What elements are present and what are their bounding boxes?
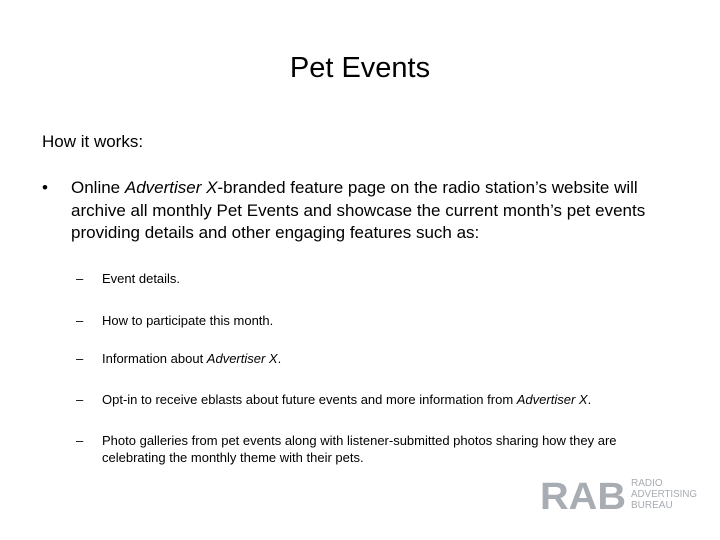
sub-item-text-before: How to participate this month. <box>102 313 274 328</box>
sub-item-text <box>102 350 676 367</box>
sub-item-text-after: . <box>587 392 592 407</box>
sub-item-text-before: Information about <box>102 351 207 366</box>
sub-item-marker: – <box>76 392 84 407</box>
sub-item-marker: – <box>76 351 84 366</box>
bullet-text <box>71 177 682 245</box>
rab-logo-line1: RADIO <box>631 478 663 489</box>
intro-text: How it works: <box>42 132 144 151</box>
sub-item-text-before: Event details. <box>102 271 181 286</box>
sub-item-marker: – <box>76 313 84 328</box>
sub-item-marker: – <box>76 433 84 448</box>
sub-item <box>76 350 676 367</box>
sub-item-text <box>102 270 676 287</box>
sub-item <box>76 432 676 466</box>
sub-item-text <box>102 391 676 408</box>
rab-logo-line2: ADVERTISING <box>631 489 698 500</box>
sub-item-text <box>102 312 676 329</box>
bullet-text-after: -branded feature page on the radio station’s website will archive all monthly Pet Events and showcase the current month’s pet events providing details and other engaging features such as: <box>71 178 646 242</box>
rab-logo-mark: RAB <box>540 476 626 514</box>
sub-item-text-before: Photo galleries from pet events along with listener-submitted photos sharing how they are celebrating the monthly theme with their pets. <box>102 433 617 465</box>
bullet-text-before: Online <box>71 178 125 197</box>
sub-item-marker: – <box>76 271 84 286</box>
sub-item-emphasis: Advertiser X <box>206 351 278 366</box>
sub-item-text-before: Opt-in to receive eblasts about future events and more information from <box>102 392 517 407</box>
bullet-marker: • <box>42 178 48 197</box>
sub-item-text-after: . <box>277 351 282 366</box>
sub-item <box>76 312 676 329</box>
rab-logo-line3: BUREAU <box>631 500 673 511</box>
main-bullet <box>42 177 682 245</box>
rab-logo <box>540 476 700 514</box>
sub-item <box>76 391 676 408</box>
sub-item-text <box>102 432 676 466</box>
slide-title: Pet Events <box>289 52 431 84</box>
advertiser-name: Advertiser X <box>124 178 218 197</box>
sub-item <box>76 270 676 287</box>
sub-item-emphasis: Advertiser X <box>516 392 588 407</box>
